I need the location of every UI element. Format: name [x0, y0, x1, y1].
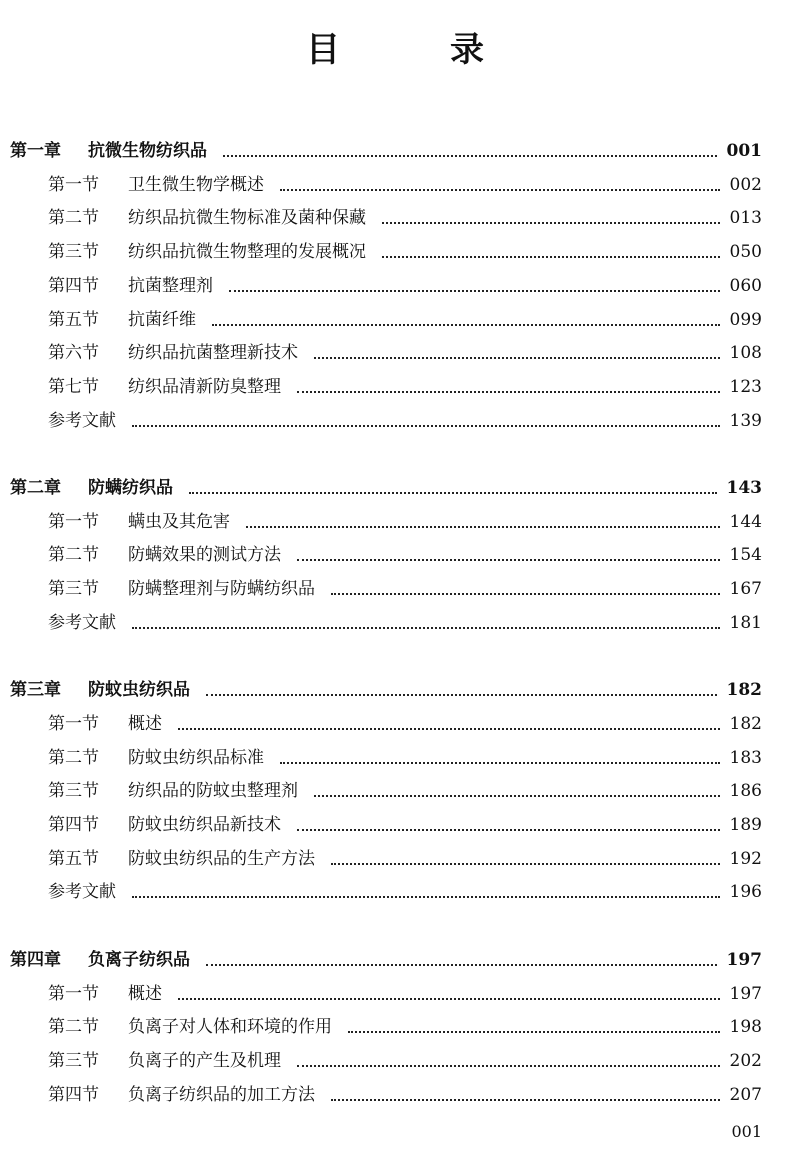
page-number: 001 [731, 1122, 762, 1141]
dot-leader [297, 829, 720, 831]
toc-section-entry[interactable] [0, 336, 790, 370]
section-title: 防蚊虫纺织品的生产方法 [128, 848, 315, 869]
section-title: 纺织品清新防臭整理 [128, 376, 281, 397]
dot-leader [331, 1099, 720, 1101]
page-reference: 108 [729, 343, 762, 364]
chapter-title: 抗微生物纺织品 [88, 141, 207, 161]
page-reference: 192 [729, 848, 762, 869]
section-title: 纺织品抗微生物标准及菌种保藏 [128, 208, 366, 229]
toc-section-entry[interactable] [0, 774, 790, 808]
section-number: 第二节 [48, 747, 99, 768]
chapter-number: 第四章 [10, 949, 61, 970]
section-title: 负离子纺织品的加工方法 [128, 1084, 315, 1105]
page-reference: 182 [729, 713, 762, 734]
dot-leader [178, 728, 720, 730]
section-title: 卫生微生物学概述 [128, 174, 264, 195]
toc-section-entry[interactable] [0, 505, 790, 539]
toc-references-entry[interactable] [0, 606, 790, 640]
page-reference: 139 [729, 410, 762, 431]
toc-section-entry[interactable] [0, 707, 790, 741]
section-title: 纺织品抗菌整理新技术 [128, 343, 298, 364]
page-reference: 198 [729, 1017, 762, 1038]
section-number: 第三节 [48, 579, 99, 600]
toc-section-entry[interactable] [0, 168, 790, 202]
toc-section-entry[interactable] [0, 1044, 790, 1078]
toc-section-entry[interactable] [0, 201, 790, 235]
section-number: 第四节 [48, 275, 99, 296]
dot-leader [382, 222, 720, 224]
section-title: 抗菌整理剂 [128, 275, 213, 296]
toc-chapter-entry[interactable] [0, 943, 790, 977]
toc-section-entry[interactable] [0, 269, 790, 303]
page-reference: 002 [729, 174, 762, 195]
dot-leader [206, 964, 717, 966]
dot-leader [314, 795, 720, 797]
section-title: 纺织品的防蚊虫整理剂 [128, 781, 298, 802]
dot-leader [132, 896, 720, 898]
page-reference: 183 [729, 747, 762, 768]
toc-section-entry[interactable] [0, 1078, 790, 1112]
dot-leader [280, 189, 720, 191]
dot-leader [189, 492, 717, 494]
section-title: 概述 [128, 713, 162, 734]
page-reference: 189 [729, 815, 762, 835]
toc-section-entry[interactable] [0, 572, 790, 606]
section-title: 防蚊虫纺织品标准 [128, 747, 264, 768]
page-reference: 013 [729, 208, 762, 229]
chapter-title: 防蚊虫纺织品 [88, 680, 190, 701]
chapter-number: 第二章 [10, 478, 61, 498]
section-title: 纺织品抗微生物整理的发展概况 [128, 242, 366, 263]
references-title: 参考文献 [48, 612, 116, 633]
section-title: 抗菌纤维 [128, 309, 196, 330]
dot-leader [331, 863, 720, 865]
page-reference: 143 [726, 478, 762, 498]
dot-leader [297, 391, 720, 393]
references-title: 参考文献 [48, 410, 116, 431]
page-reference: 154 [729, 545, 762, 566]
chapter-number: 第一章 [10, 141, 61, 161]
page-reference: 144 [729, 511, 762, 532]
chapter-title: 防螨纺织品 [88, 478, 173, 498]
toc-section-entry[interactable] [0, 235, 790, 269]
dot-leader [206, 694, 717, 696]
chapter-title: 负离子纺织品 [88, 949, 190, 970]
section-title: 螨虫及其危害 [128, 511, 230, 532]
toc-chapter-entry[interactable] [0, 134, 790, 168]
references-title: 参考文献 [48, 882, 116, 903]
dot-leader [229, 290, 720, 292]
dot-leader [297, 1065, 720, 1067]
section-number: 第六节 [48, 343, 99, 364]
dot-leader [132, 627, 720, 629]
toc-section-entry[interactable] [0, 303, 790, 337]
dot-leader [297, 559, 720, 561]
toc-section-entry[interactable] [0, 538, 790, 572]
section-number: 第四节 [48, 815, 99, 835]
dot-leader [178, 998, 720, 1000]
section-number: 第二节 [48, 1017, 99, 1038]
page-reference: 050 [729, 242, 762, 263]
toc-section-entry[interactable] [0, 741, 790, 775]
section-number: 第五节 [48, 309, 99, 330]
page-reference: 197 [729, 983, 762, 1004]
section-number: 第一节 [48, 983, 99, 1004]
section-title: 防螨整理剂与防螨纺织品 [128, 579, 315, 600]
toc-references-entry[interactable] [0, 875, 790, 909]
page-reference: 001 [726, 141, 762, 161]
page-reference: 167 [729, 579, 762, 600]
section-number: 第七节 [48, 376, 99, 397]
section-number: 第三节 [48, 242, 99, 263]
chapter-number: 第三章 [10, 680, 61, 701]
dot-leader [212, 324, 720, 326]
section-number: 第一节 [48, 174, 99, 195]
dot-leader [331, 593, 720, 595]
section-number: 第四节 [48, 1084, 99, 1105]
toc-section-entry[interactable] [0, 808, 790, 842]
page-reference: 182 [726, 680, 762, 701]
section-title: 概述 [128, 983, 162, 1004]
section-title: 防螨效果的测试方法 [128, 545, 281, 566]
dot-leader [382, 256, 720, 258]
toc-section-entry[interactable] [0, 1010, 790, 1044]
toc-section-entry[interactable] [0, 977, 790, 1011]
page-reference: 196 [729, 882, 762, 903]
page-reference: 060 [729, 275, 762, 296]
section-title: 负离子的产生及机理 [128, 1050, 281, 1071]
dot-leader [280, 762, 720, 764]
page-reference: 207 [729, 1084, 762, 1105]
toc-chapter-entry[interactable] [0, 471, 790, 505]
dot-leader [132, 425, 720, 427]
section-title: 防蚊虫纺织品新技术 [128, 815, 281, 835]
page-reference: 186 [729, 781, 762, 802]
section-number: 第二节 [48, 208, 99, 229]
page-reference: 099 [729, 309, 762, 330]
dot-leader [223, 155, 717, 157]
section-number: 第三节 [48, 781, 99, 802]
dot-leader [246, 526, 720, 528]
page-reference: 202 [729, 1050, 762, 1071]
page-title: 目 录 [306, 30, 522, 70]
section-number: 第一节 [48, 713, 99, 734]
page-reference: 181 [729, 612, 762, 633]
dot-leader [314, 357, 720, 359]
page-reference: 197 [726, 949, 762, 970]
page-reference: 123 [729, 376, 762, 397]
toc-chapter-entry[interactable] [0, 673, 790, 707]
section-number: 第五节 [48, 848, 99, 869]
section-number: 第三节 [48, 1050, 99, 1071]
toc-section-entry[interactable] [0, 842, 790, 876]
section-number: 第一节 [48, 511, 99, 532]
section-number: 第二节 [48, 545, 99, 566]
section-title: 负离子对人体和环境的作用 [128, 1017, 332, 1038]
toc-references-entry[interactable] [0, 404, 790, 438]
toc-section-entry[interactable] [0, 370, 790, 404]
dot-leader [348, 1031, 720, 1033]
